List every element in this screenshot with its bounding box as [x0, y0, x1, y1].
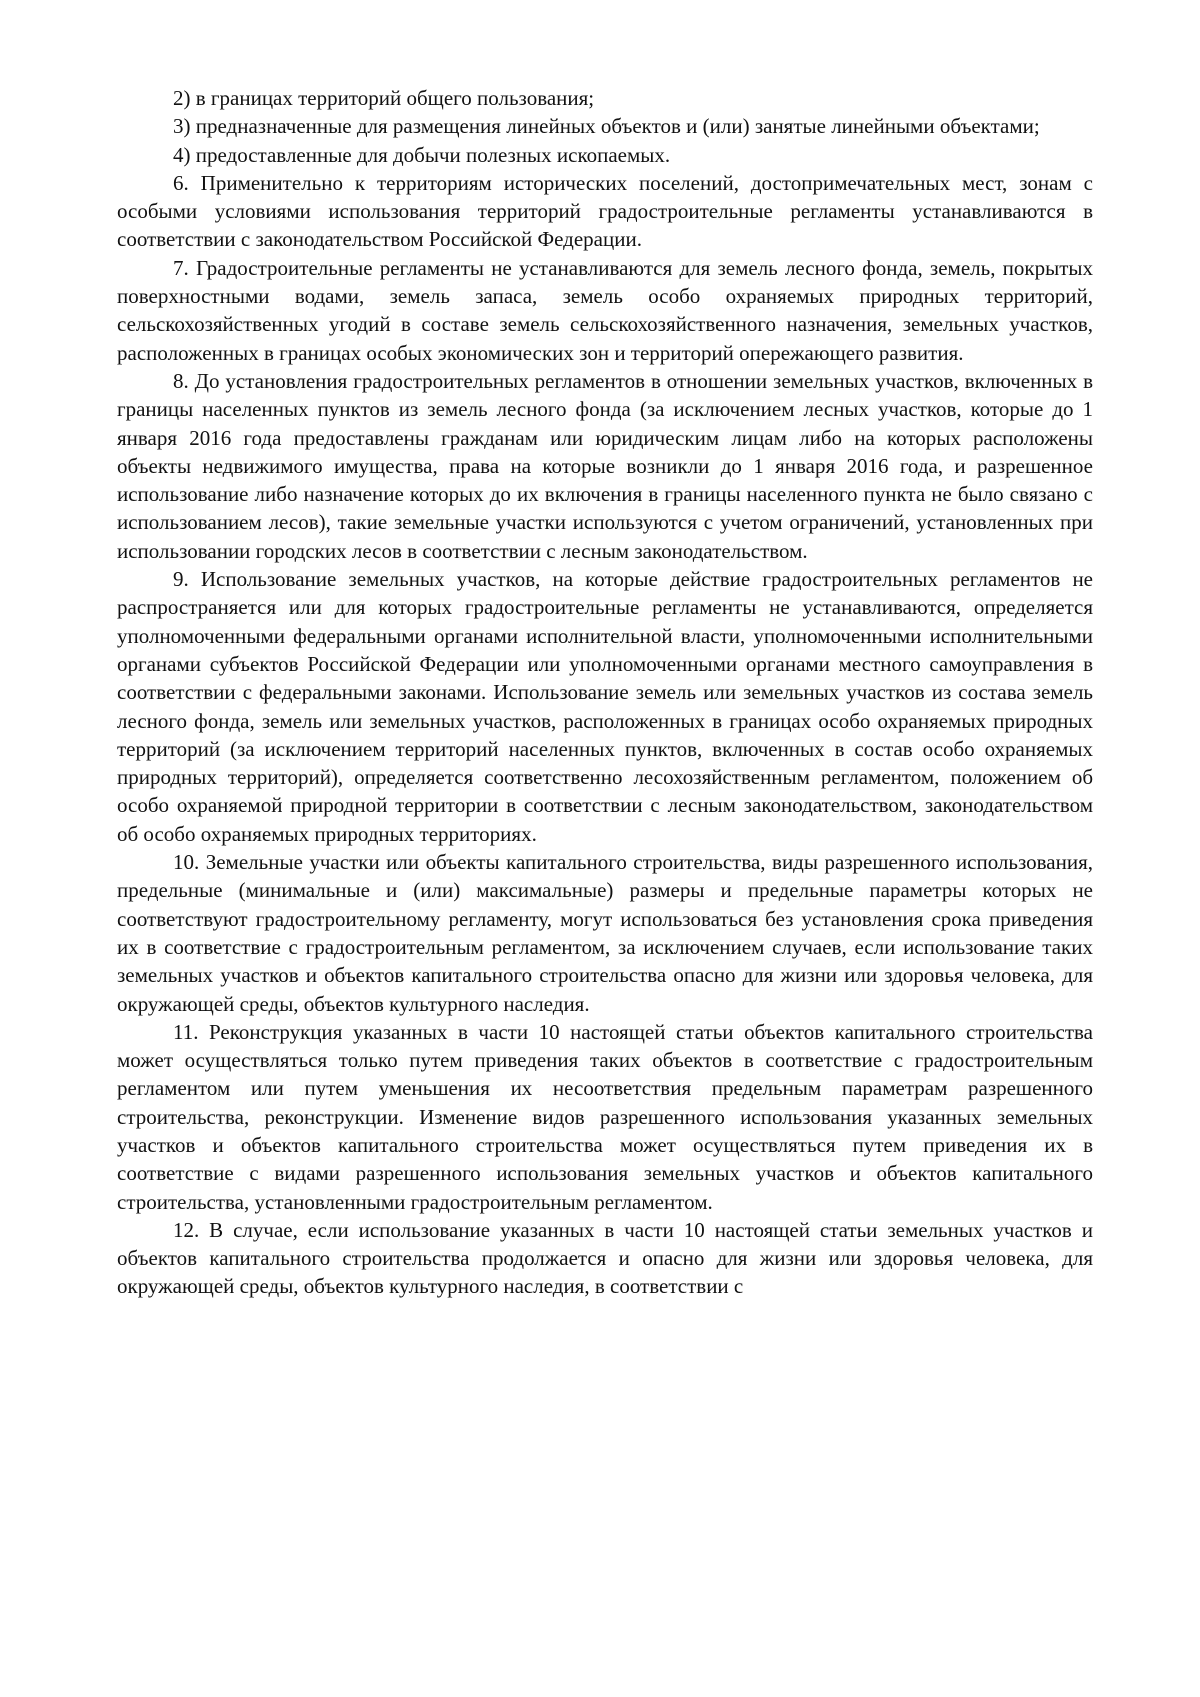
paragraph-item-2: 2) в границах территорий общего пользования; — [173, 86, 595, 110]
paragraph-part-12: 12. В случае, если использование указанных в части 10 настоящей статьи земельных участков и объектов капитального строительства продолжается и опасно для жизни или здоровья человека, для окружающей среды, объектов культурного наследия, в соответствии с — [117, 1217, 1093, 1299]
paragraph-item-3: 3) предназначенные для размещения линейных объектов и (или) занятые линейными объектами; — [173, 114, 1040, 139]
paragraph-part-10: 10. Земельные участки или объекты капитального строительства, виды разрешенного использования, предельные (минимальные и (или) максимальные) размеры и предельные параметры которых не соответствуют градостроительному регламенту, могут использоваться без установления срока приведения их в соответствие с градостроительным регламентом, за исключением случаев, если использование таких земельных участков и объектов капитального строительства опасно для жизни или здоровья человека, для окружающей среды, объектов культурного наследия. — [117, 850, 1093, 1016]
paragraph-item-4: 4) предоставленные для добычи полезных ископаемых. — [173, 142, 671, 167]
paragraph-part-7: 7. Градостроительные регламенты не устанавливаются для земель лесного фонда, земель, покрытых поверхностными водами, земель запаса, земель особо охраняемых природных территорий, сельскохозяйственных угодий в составе земель сельскохозяйственного назначения, земельных участков, расположенных в границах особых экономических зон и территорий опережающего развития. — [117, 255, 1093, 365]
document-page — [117, 84, 1093, 1301]
paragraph-part-6: 6. Применительно к территориям исторических поселений, достопримечательных мест, зонам с особыми условиями использования территорий градостроительные регламенты устанавливаются в соответствии с законодательством Российской Федерации. — [117, 170, 1093, 252]
paragraph-part-9: 9. Использование земельных участков, на которые действие градостроительных регламентов не распространяется или для которых градостроительные регламенты не устанавливаются, определяется уполномоченными федеральными органами исполнительной власти, уполномоченными исполнительными органами субъектов Российской Федерации или уполномоченными органами местного самоуправления в соответствии с федеральными законами. Использование земель или земельных участков из состава земель лесного фонда, земель или земельных участков, расположенных в границах особо охраняемых природных территорий (за исключением территорий населенных пунктов, включенных в состав особо охраняемых природных территорий), определяется соответственно лесохозяйственным регламентом, положением об особо охраняемой природной территории в соответствии с лесным законодательством, законодательством об особо охраняемых природных территориях. — [117, 567, 1093, 846]
paragraph-part-11: 11. Реконструкция указанных в части 10 настоящей статьи объектов капитального строительства может осуществляться только путем приведения таких объектов в соответствие с градостроительным регламентом или путем уменьшения их несоответствия предельным параметрам разрешенного строительства, реконструкции. Изменение видов разрешенного использования указанных земельных участков и объектов капитального строительства может осуществляться путем приведения их в соответствие с видами разрешенного использования земельных участков и объектов капитального строительства, установленными градостроительным регламентом. — [117, 1019, 1093, 1214]
paragraph-part-8: 8. До установления градостроительных регламентов в отношении земельных участков, включенных в границы населенных пунктов из земель лесного фонда (за исключением лесных участков, которые до 1 января 2016 года предоставлены гражданам или юридическим лицам либо на которых расположены объекты недвижимого имущества, права на которые возникли до 1 января 2016 года, и разрешенное использование либо назначение которых до их включения в границы населенного пункта не было связано с использованием лесов), такие земельные участки используются с учетом ограничений, установленных при использовании городских лесов в соответствии с лесным законодательством. — [117, 368, 1093, 563]
